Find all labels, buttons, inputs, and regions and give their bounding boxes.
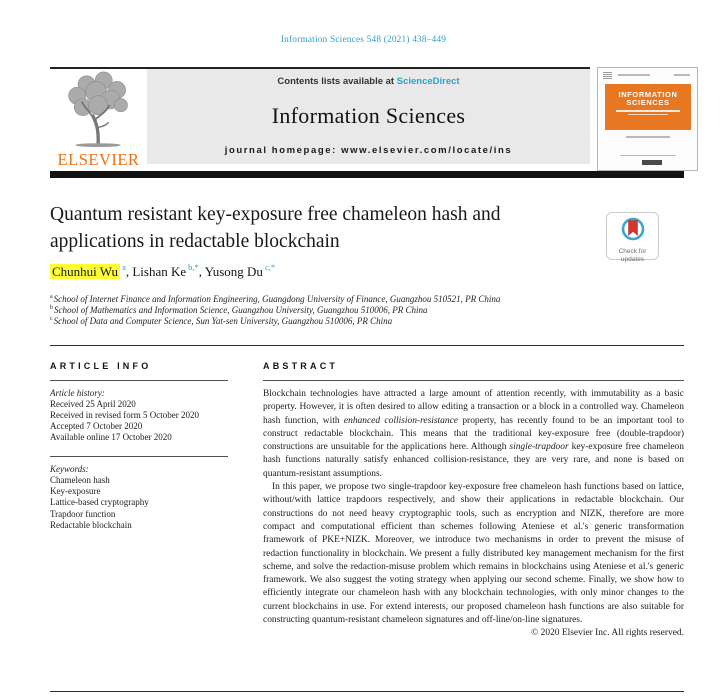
- article-info-rule: [50, 380, 228, 381]
- abstract-italic-term: enhanced collision-resistance: [343, 415, 458, 426]
- article-info-heading: ARTICLE INFO: [50, 361, 152, 371]
- cover-title-line1: INFORMATION: [618, 90, 678, 99]
- elsevier-logo: [51, 71, 146, 167]
- cover-publisher-mark: [603, 72, 612, 80]
- author-list: [50, 261, 610, 280]
- affiliation-b-marker: b: [50, 305, 53, 311]
- article-title-line1: Quantum resistant key-exposure free chameleon hash and: [50, 204, 501, 225]
- history-revised: Received in revised form 5 October 2020: [50, 409, 199, 420]
- keyword-item: Chameleon hash: [50, 474, 110, 485]
- abstract-heading: ABSTRACT: [263, 361, 339, 371]
- author-3-name: , Yusong Du: [198, 264, 263, 279]
- abstract-rule: [263, 380, 684, 381]
- affiliation-a-marker: a: [50, 294, 53, 300]
- affiliation-c-marker: c: [50, 316, 53, 322]
- history-accepted: Accepted 7 October 2020: [50, 420, 143, 431]
- cover-bottom-mark: [642, 160, 662, 165]
- author-3-affiliation-link[interactable]: c,*: [264, 261, 276, 272]
- keyword-item: Redactable blockchain: [50, 520, 132, 531]
- affiliation-c: $^c$School of Data and Computer Science, Sun Yat-sen University, Guangzhou 510006, PR China: [50, 316, 393, 326]
- cover-fineprint: [618, 74, 650, 76]
- elsevier-tree-icon: [52, 71, 145, 147]
- author-1-name-highlighted: Chunhui Wu: [52, 264, 119, 279]
- article-info-column: [50, 361, 242, 531]
- keywords-rule: [50, 456, 228, 457]
- header-thick-rule: [50, 171, 684, 178]
- author-1-affiliation-link[interactable]: a: [122, 261, 126, 272]
- abstract-italic-term: single-trapdoor: [509, 442, 569, 453]
- affiliations: [50, 294, 650, 327]
- author-2: [125, 261, 199, 279]
- author-3: [198, 261, 276, 279]
- history-online: Available online 17 October 2020: [50, 431, 172, 442]
- cover-fineprint: [620, 155, 676, 156]
- cover-subtitle-bar: [616, 110, 680, 112]
- cover-subtitle-bar: [628, 114, 668, 116]
- journal-homepage-link[interactable]: journal homepage: www.elsevier.com/locate/ins: [224, 145, 513, 156]
- page-bottom-rule: [50, 691, 684, 692]
- check-for-updates-badge[interactable]: [606, 212, 659, 263]
- keywords: [50, 464, 242, 532]
- copyright-notice: © 2020 Elsevier Inc. All rights reserved.: [531, 628, 684, 639]
- elsevier-wordmark: ELSEVIER: [57, 150, 140, 169]
- journal-citation-link[interactable]: Information Sciences 548 (2021) 438–449: [280, 35, 447, 45]
- keyword-item: Trapdoor function: [50, 508, 116, 519]
- abstract-paragraph-2: In this paper, we propose two single-trapdoor key-exposure free chameleon hash functions based on lattice, without/with lattice trapdoors respectively, and show their applications in redactable blockchain. Our constructions do not need heavy cryptographic tools, such as encryption and NIZK, therefore are more compact and computational efficient than schemes following Ateniese et al.'s generic transformation framework of PKE+NIZK. Moreover, we introduce two mechanisms in order to prevent the misuse of redaction functionality in blockchain. We present a fully distributed key management mechanism for the first scheme, and solve the redaction-misuse problem which remains in blockchains using Ateniese et al.'s generic framework. We also suggest the voting strategy when applying our second scheme. Finally, we show how to efficiently integrate our chameleon hash with any blockchain technologies, with only minor changes to the current blockchains in use. For extend interests, our proposed chameleon hash functions are also suitable for constructing quantum-resistant chameleon signatures and off-line/on-line signatures.: [263, 482, 684, 626]
- check-updates-label-line2: updates: [620, 256, 645, 263]
- author-2-affiliation-link[interactable]: b,*: [188, 261, 199, 272]
- abstract-paragraph-1: Blockchain technologies have attracted a large amount of attention recently, with immutability as a basic property. However, it is often desired to allow editing a transaction or a block in a controlled way. Chameleon hash function, with enhanced collision-resistance property, has recently found to be an important tool to construct redactable blockchain. This means that the traditional key-exposure free (double-trapdoor) constructions are unsuitable for the applications here. Although single-trapdoor key-exposure free chameleon hash functions naturally satisfy enhanced collision-resistance, they are very rare, and none is based on quantum-resistant assumptions.: [263, 389, 684, 479]
- abstract-column: [263, 361, 684, 641]
- cover-fineprint: [674, 74, 690, 76]
- author-2-name: , Lishan Ke: [125, 264, 187, 279]
- article-title-line2: applications in redactable blockchain: [50, 230, 340, 252]
- journal-header-band: [147, 69, 590, 164]
- keyword-item: Lattice-based cryptography: [50, 497, 149, 508]
- abstract-body: [263, 388, 684, 641]
- cover-title-line2: SCIENCES: [626, 98, 670, 107]
- cover-title-block: [605, 84, 691, 130]
- affiliation-b: $^b$School of Mathematics and Information Science, Guangzhou University, Guangzhou 510006, PR China: [50, 305, 428, 315]
- keyword-item: Key-exposure: [50, 486, 101, 497]
- crossmark-icon: [618, 216, 648, 242]
- author-1: [50, 261, 126, 279]
- section-divider-rule: [50, 345, 684, 346]
- journal-cover-thumbnail: [597, 67, 698, 171]
- article-history-label: Article history:: [50, 388, 105, 398]
- contents-line: [277, 76, 459, 87]
- cover-fineprint: [626, 136, 670, 138]
- article-title: [50, 202, 570, 255]
- check-updates-label-line1: Check for: [618, 248, 647, 255]
- keywords-label: Keywords:: [50, 463, 89, 474]
- sciencedirect-link[interactable]: ScienceDirect: [396, 76, 460, 87]
- affiliation-a: $^a$School of Internet Finance and Information Engineering, Guangdong University of Finance, Guangzhou 510521, PR China: [50, 294, 501, 304]
- journal-name: Information Sciences: [271, 103, 466, 128]
- contents-prefix: Contents lists available at: [277, 76, 397, 87]
- article-history: [50, 388, 242, 443]
- history-received: Received 25 April 2020: [50, 398, 136, 409]
